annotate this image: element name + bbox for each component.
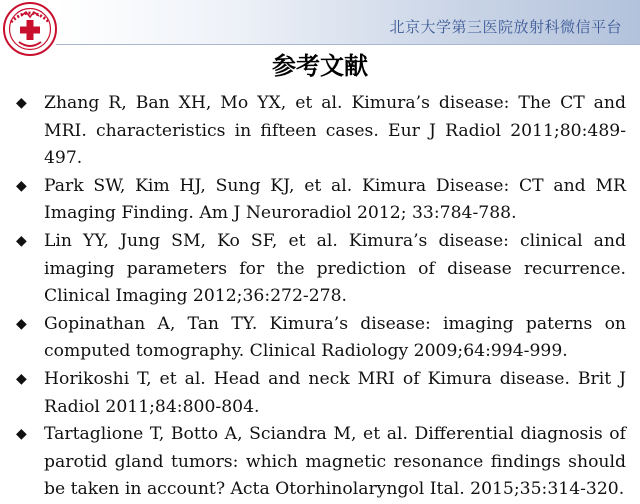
reference-item	[16, 90, 626, 173]
diamond-bullet-icon: ◆	[16, 315, 27, 332]
reference-list	[16, 90, 626, 504]
reference-item	[16, 421, 626, 504]
page-title: 参考文献	[272, 52, 368, 80]
diamond-bullet-icon: ◆	[16, 177, 27, 194]
diamond-bullet-icon: ◆	[16, 426, 27, 443]
reference-item	[16, 311, 626, 366]
reference-text: Horikoshi T, et al. Head and neck MRI of Kimura disease. Brit J Radiol 2011;84:800-804.	[44, 368, 626, 417]
header-divider	[56, 44, 640, 45]
reference-item	[16, 228, 626, 311]
header-title: 北京大学第三医院放射科微信平台	[389, 18, 622, 36]
reference-text: Zhang R, Ban XH, Mo YX, et al. Kimura’s disease: The CT and MRI. characteristics in fifteen cases. Eur J Radiol 2011;80:489-497.	[44, 93, 626, 169]
diamond-bullet-icon: ◆	[16, 232, 27, 249]
reference-item	[16, 173, 626, 228]
reference-item	[16, 366, 626, 421]
reference-text: Tartaglione T, Botto A, Sciandra M, et al. Differential diagnosis of parotid gland tumors: which magnetic resonance findings should be taken in account? Acta Otorhinolaryngol Ital. 2015;35:314-320.	[44, 424, 626, 500]
reference-text: Park SW, Kim HJ, Sung KJ, et al. Kimura Disease: CT and MR Imaging Finding. Am J Neuroradiol 2012; 33:784-788.	[44, 175, 626, 224]
reference-text: Lin YY, Jung SM, Ko SF, et al. Kimura’s disease: clinical and imaging parameters for the prediction of disease recurrence. Clinical Imaging 2012;36:272-278.	[44, 230, 626, 307]
reference-text: Gopinathan A, Tan TY. Kimura’s disease: imaging paterns on computed tomography. Clinical Radiology 2009;64:994-999.	[44, 313, 626, 362]
diamond-bullet-icon: ◆	[16, 370, 27, 387]
diamond-bullet-icon: ◆	[16, 95, 27, 111]
